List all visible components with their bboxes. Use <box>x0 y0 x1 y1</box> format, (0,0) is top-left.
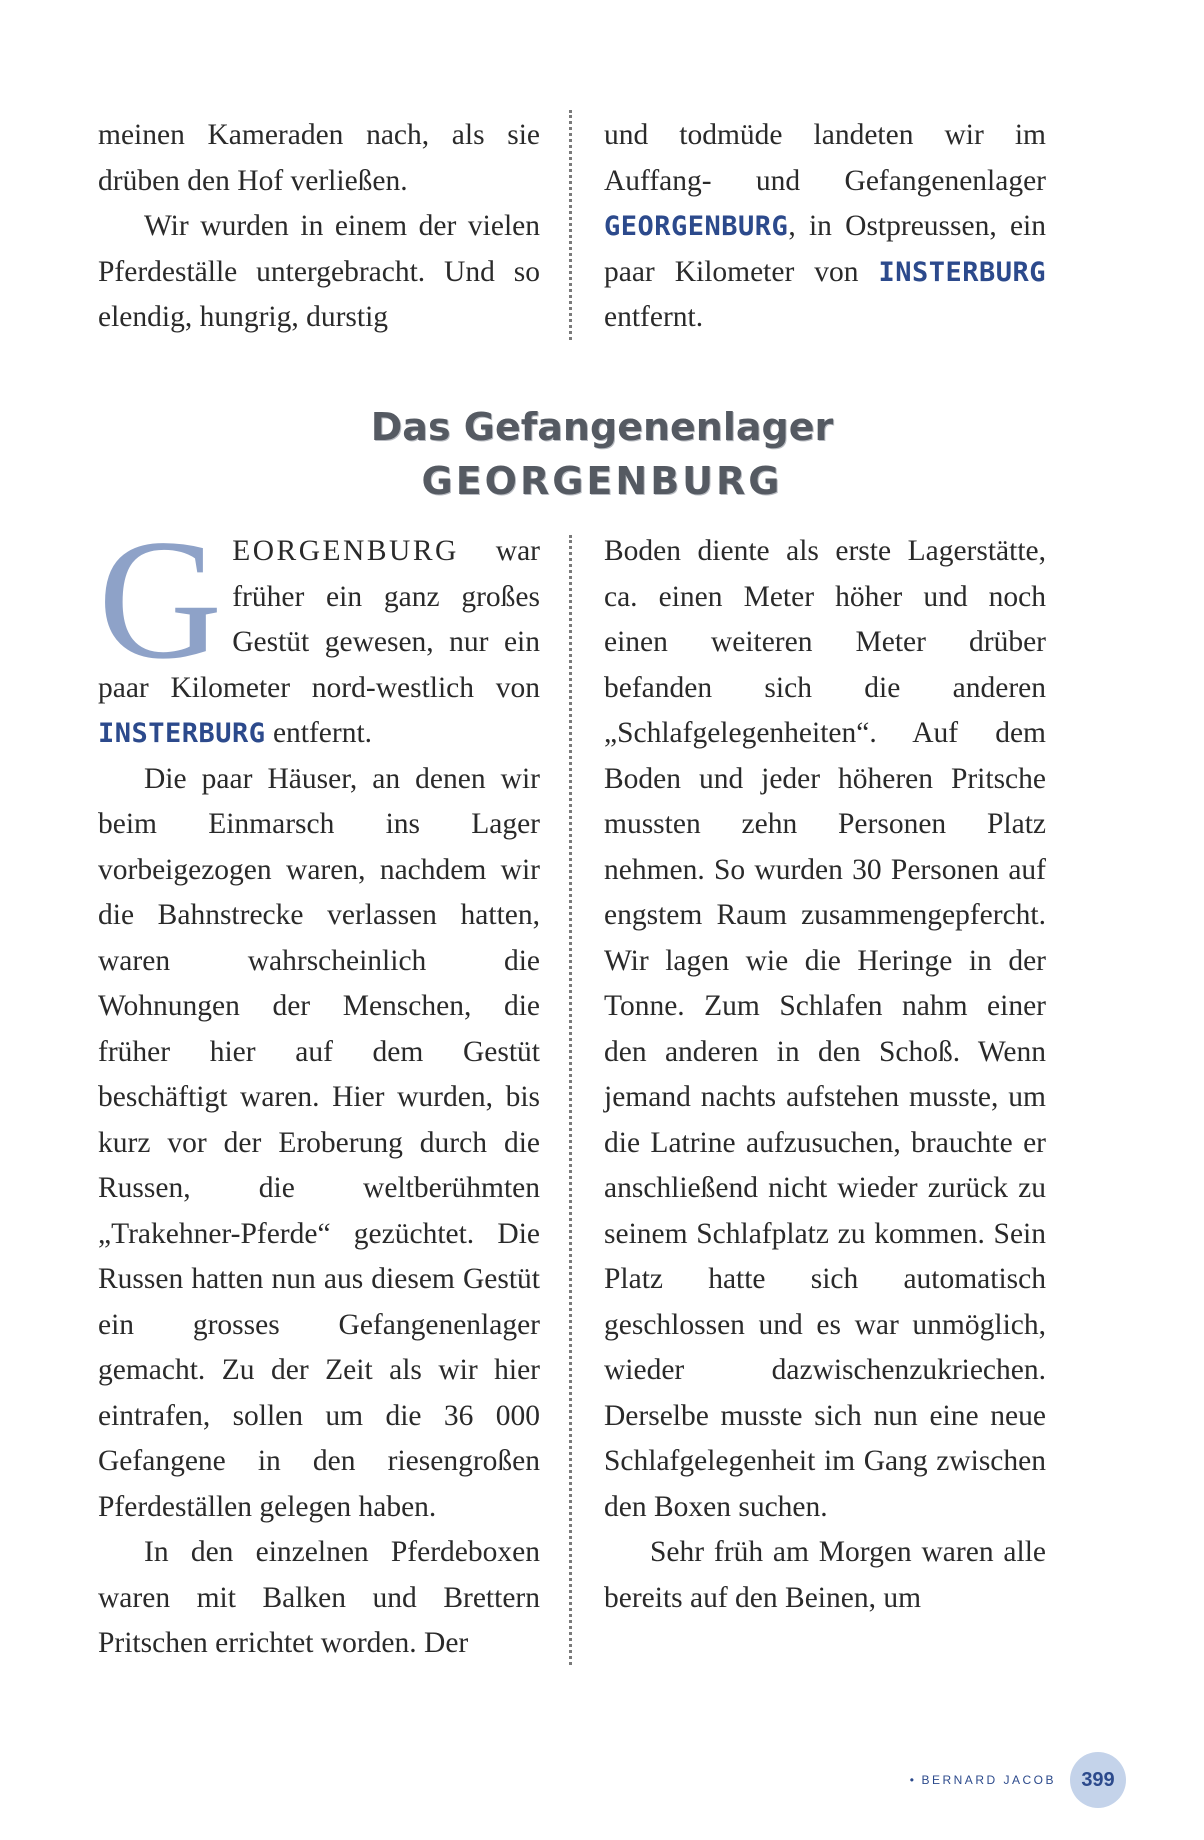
top-right-column <box>604 113 1046 341</box>
text-run: war früher ein ganz großes Gestüt gewesen, nur ein paar Kilometer nord-westlich von <box>98 535 540 704</box>
column-divider <box>569 110 572 340</box>
text-run: , in Ostpreussen, ein paar Kilometer von <box>604 210 1046 288</box>
heading-line: Das Gefangenenlager <box>370 405 834 449</box>
paragraph <box>98 505 540 757</box>
paragraph: meinen Kameraden nach, als sie drüben den Hof verließen. <box>98 119 540 197</box>
page-number-badge: 399 <box>1070 1752 1126 1808</box>
section-left-column <box>98 505 540 1667</box>
paragraph: Wir wurden in einem der vielen Pferdeställe untergebracht. Und so elendig, hungrig, durstig <box>98 210 540 333</box>
paragraph: Die paar Häuser, an denen wir beim Einmarsch ins Lager vorbeigezogen waren, nachdem wir die Bahnstrecke verlassen hatten, waren wahrscheinlich die Wohnungen der Menschen, die früher hier auf dem Gestüt beschäftigt waren. Hier wurden, bis kurz vor der Eroberung durch die Russen, die weltberühmten „Trakehner-Pferde“ gezüchtet. Die Russen hatten nun aus diesem Gestüt ein grosses Gefangenenlager gemacht. Zu der Zeit als wir hier eintrafen, sollen um die 36 000 Gefangene in den riesengroßen Pferdeställen gelegen haben. <box>98 762 540 1523</box>
section-right-column <box>604 529 1046 1621</box>
paragraph: Boden diente als erste Lagerstätte, ca. einen Meter höher und noch einen weiteren Meter drüber befanden sich die anderen „Schlafgelegenheiten“. Auf dem Boden und jeder höheren Pritsche mussten zehn Personen Platz nehmen. So wurden 30 Personen auf engstem Raum zusammengepfercht. Wir lagen wie die Heringe in der Tonne. Zum Schlafen nahm einer den anderen in den Schoß. Wenn jemand nachts aufstehen musste, um die Latrine aufzusuchen, brauchte er anschließend nicht wieder zurück zu seinem Schlafplatz zu kommen. Sein Platz hatte sich automatisch geschlossen und es war unmöglich, wieder dazwischenzukriechen. Derselbe musste sich nun eine neue Schlafgelegenheit im Gang zwischen den Boxen suchen. <box>604 535 1046 1523</box>
small-caps-run: EORGENBURG <box>232 535 459 567</box>
author-label: BERNARD JACOB <box>921 1773 1056 1787</box>
top-left-column <box>98 113 540 341</box>
place-name: INSTERBURG <box>878 256 1046 288</box>
heading-line: GEORGENBURG <box>421 459 783 503</box>
drop-cap: G <box>98 505 223 695</box>
place-name: INSTERBURG <box>98 718 266 749</box>
column-divider <box>569 535 572 1665</box>
text-run: entfernt. <box>604 301 704 333</box>
paragraph: In den einzelnen Pferdeboxen waren mit Balken und Brettern Pritschen errichtet worden. Der <box>98 1536 540 1659</box>
section-heading <box>0 400 1204 508</box>
page-footer <box>910 1752 1126 1808</box>
place-name: GEORGENBURG <box>604 211 789 242</box>
text-run: und todmüde landeten wir im Auffang- und Gefangenenlager <box>604 119 1046 197</box>
paragraph: Sehr früh am Morgen waren alle bereits auf den Beinen, um <box>604 1536 1046 1614</box>
paragraph <box>604 113 1046 341</box>
author-name <box>910 1773 1056 1787</box>
text-run: entfernt. <box>265 717 373 749</box>
bullet: • <box>909 1773 917 1787</box>
